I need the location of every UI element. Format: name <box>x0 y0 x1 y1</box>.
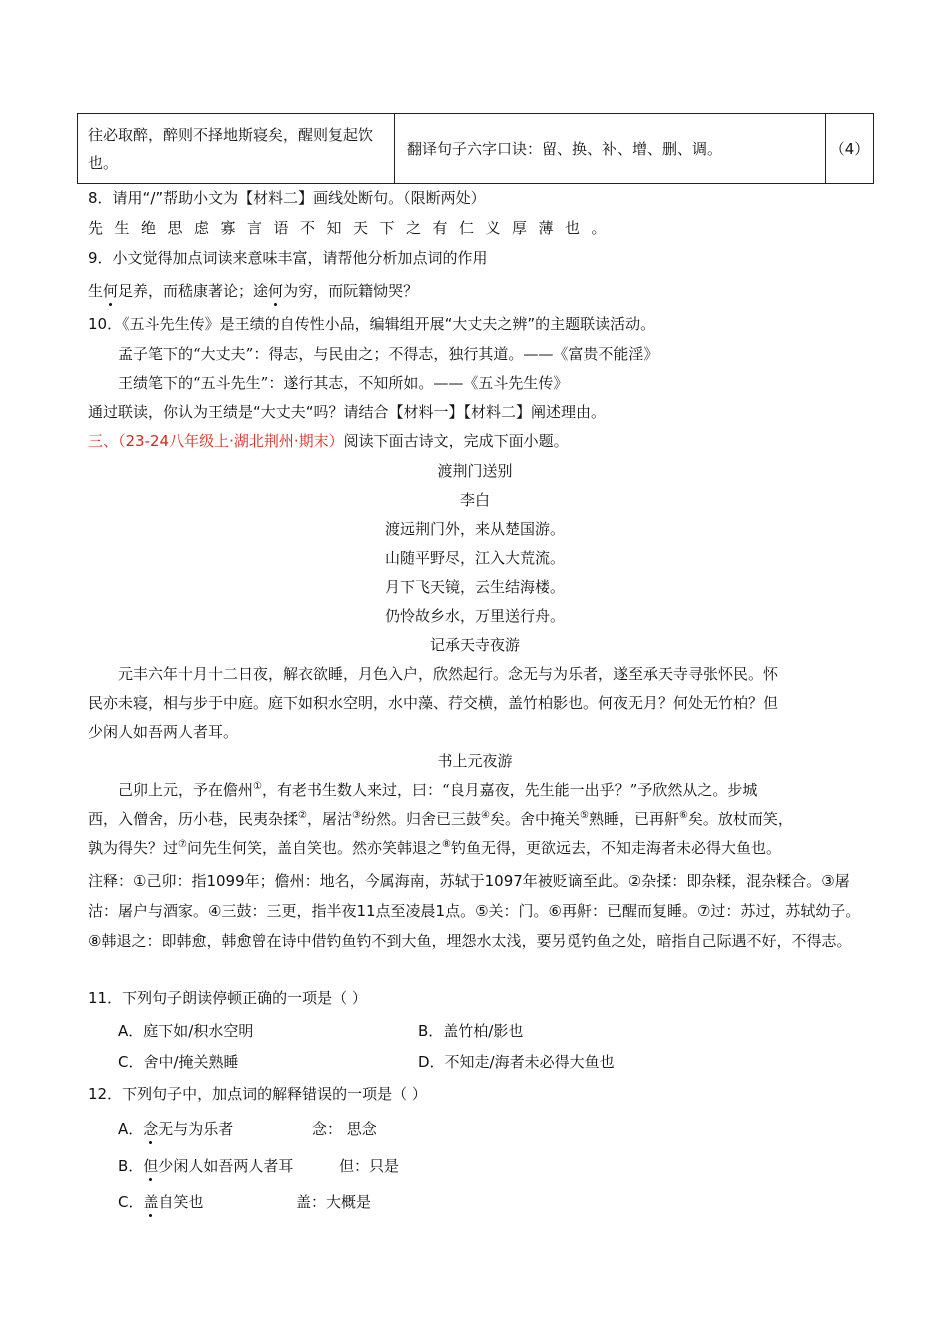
prose2-text: ，有老书生数人来过，曰：“良月嘉夜，先生能一出乎？”予欣然从之。步城 <box>261 781 758 799</box>
q12-option-c-explanation: 盖：大概是 <box>296 1193 372 1211</box>
q11-stem: 11．下列句子朗读停顿正确的一项是（ ） <box>88 989 367 1007</box>
q11-option-b[interactable]: B．盖竹柏/影也 <box>418 1022 524 1040</box>
q9-text: 足养，而嵇康著论；途 <box>118 282 269 300</box>
prose2-text: 熟睡，已再鼾 <box>588 810 679 828</box>
section-instruction: 阅读下面古诗文，完成下面小题。 <box>343 432 569 450</box>
footnote-mark: ⑤ <box>579 810 589 821</box>
prose1-title: 记承天寺夜游 <box>429 636 520 654</box>
poem-title: 渡荆门送别 <box>437 462 513 480</box>
q12-option-a[interactable] <box>118 1119 233 1139</box>
q8-sentence: 先生绝思虑寡言语不知天下之有仁义厚薄也。 <box>88 219 619 237</box>
prose1-line: 元丰六年十月十二日夜，解衣欲睡，月色入户，欣然起行。念无与为乐者，遂至承天寺寻张怀民。怀 <box>118 665 779 683</box>
q11-option-a[interactable]: A．庭下如/积水空明 <box>118 1022 254 1040</box>
option-text: 自笑也 <box>158 1193 204 1211</box>
footnote-mark: ⑧ <box>442 839 451 850</box>
q12-option-b[interactable] <box>118 1156 293 1176</box>
section-number: 三、 <box>88 432 119 450</box>
option-text: 无与为乐者 <box>158 1120 234 1138</box>
prose2-text: 孰为得失？过 <box>88 839 179 857</box>
q12-option-b-explanation: 但：只是 <box>339 1157 400 1175</box>
poem-line: 仍怜故乡水，万里送行舟。 <box>384 607 565 625</box>
q10-ask: 通过联读，你认为王绩是“大丈夫“吗？请结合【材料一】【材料二】阐述理由。 <box>88 403 607 421</box>
footnote-mark: ② <box>298 810 307 821</box>
q9-dotted-word: 何 <box>268 282 284 300</box>
q8-stem: 8．请用“/”帮助小文为【材料二】画线处断句。（限断两处） <box>88 189 486 207</box>
q9-dotted-word: 何 <box>103 282 119 300</box>
dotted-word: 但 <box>143 1157 159 1175</box>
prose2-text: 矣。舍中掩关 <box>489 810 580 828</box>
prose2-text: 西，入僧舍，历小巷，民夷杂揉 <box>88 810 299 828</box>
footnote-mark: ① <box>253 781 262 792</box>
prose2-text: 钓鱼无得，更欲远去，不知走海者未必得大鱼也。 <box>450 839 781 857</box>
option-label: A． <box>118 1120 144 1138</box>
option-label: B． <box>118 1157 144 1175</box>
annotation-notes: 注释：①己卯：指1099年；儋州：地名，今属海南，苏轼于1097年被贬谪至此。②杂揉：即杂糅，混杂糅合。③屠沽：屠户与酒家。④三鼓：三更，指半夜11点至凌晨1点。⑤关：门。⑥再鼾：已醒而复睡。⑦过：苏过，苏轼幼子。⑧韩退之：即韩愈，韩愈曾在诗中借钓鱼钓不到大鱼，埋怨水太浅，要另觅钓鱼之处，暗指自己际遇不好，不得志。 <box>88 872 861 950</box>
table-cell-score: （4） <box>826 114 874 184</box>
table-row <box>78 114 874 184</box>
poem-line: 山随平野尽，江入大荒流。 <box>384 549 565 567</box>
q10-quote-mencius: 孟子笔下的“大丈夫”：得志，与民由之；不得志，独行其道。——《富贵不能淫》 <box>118 345 659 363</box>
table-cell-original: 往必取醉，醉则不择地斯寝矣，醒则复起饮也。 <box>78 114 395 184</box>
q9-text: 为穷，而阮籍恸哭？ <box>283 282 419 300</box>
q11-option-c[interactable]: C．舍中/掩关熟睡 <box>118 1053 239 1071</box>
q12-stem: 12．下列句子中，加点词的解释错误的一项是（ ） <box>88 1085 427 1103</box>
dotted-word: 念 <box>143 1120 159 1138</box>
q11-option-d[interactable]: D．不知走/海者未必得大鱼也 <box>418 1053 615 1071</box>
prose2-text: 己卯上元，予在儋州 <box>118 781 254 799</box>
poem-author: 李白 <box>459 491 490 509</box>
answer-table <box>77 113 874 184</box>
q10-quote-wangji: 王绩笔下的“五斗先生”：遂行其志，不知所如。——《五斗先生传》 <box>118 374 569 392</box>
dotted-word: 盖 <box>143 1193 159 1211</box>
prose2-text: 矣。放杖而笑， <box>687 810 793 828</box>
section-three-header <box>88 431 569 451</box>
prose2-text: 问先生何笑，盖自笑也。然亦笑韩退之 <box>186 839 442 857</box>
q9-stem: 9．小文觉得加点词读来意味丰富，请帮他分析加点词的作用 <box>88 249 488 267</box>
footnote-mark: ④ <box>480 810 490 821</box>
table-cell-method: 翻译句子六字口诀：留、换、补、增、删、调。 <box>395 114 826 184</box>
prose2-line <box>88 838 781 858</box>
footnote-mark: ⑥ <box>678 810 688 821</box>
prose1-line: 少闲人如吾两人者耳。 <box>88 723 239 741</box>
q12-option-c[interactable] <box>118 1192 204 1212</box>
prose2-text: ，屠沽 <box>306 810 352 828</box>
prose2-line <box>88 809 793 829</box>
q9-text: 生 <box>88 282 104 300</box>
q10-stem: 10．《五斗先生传》是王绩的自传性小品，编辑组开展“大丈夫之辨”的主题联读活动。 <box>88 315 656 333</box>
footnote-mark: ③ <box>352 810 361 821</box>
prose2-text: 纷然。归舍已三鼓 <box>360 810 481 828</box>
prose2-line <box>118 780 757 800</box>
option-text: 少闲人如吾两人者耳 <box>158 1157 294 1175</box>
option-label: C． <box>118 1193 144 1211</box>
prose2-title: 书上元夜游 <box>437 752 513 770</box>
prose1-line: 民亦未寝，相与步于中庭。庭下如积水空明，水中藻、荇交横，盖竹柏影也。何夜无月？何处无竹柏？但 <box>88 694 779 712</box>
q12-option-a-explanation: 念： 思念 <box>312 1120 377 1138</box>
q9-sentence <box>88 281 418 301</box>
footnote-mark: ⑦ <box>178 839 187 850</box>
poem-line: 月下飞天镜，云生结海楼。 <box>384 578 565 596</box>
poem-line: 渡远荆门外，来从楚国游。 <box>384 520 565 538</box>
section-source: （23-24八年级上·湖北荆州·期末） <box>118 432 344 450</box>
